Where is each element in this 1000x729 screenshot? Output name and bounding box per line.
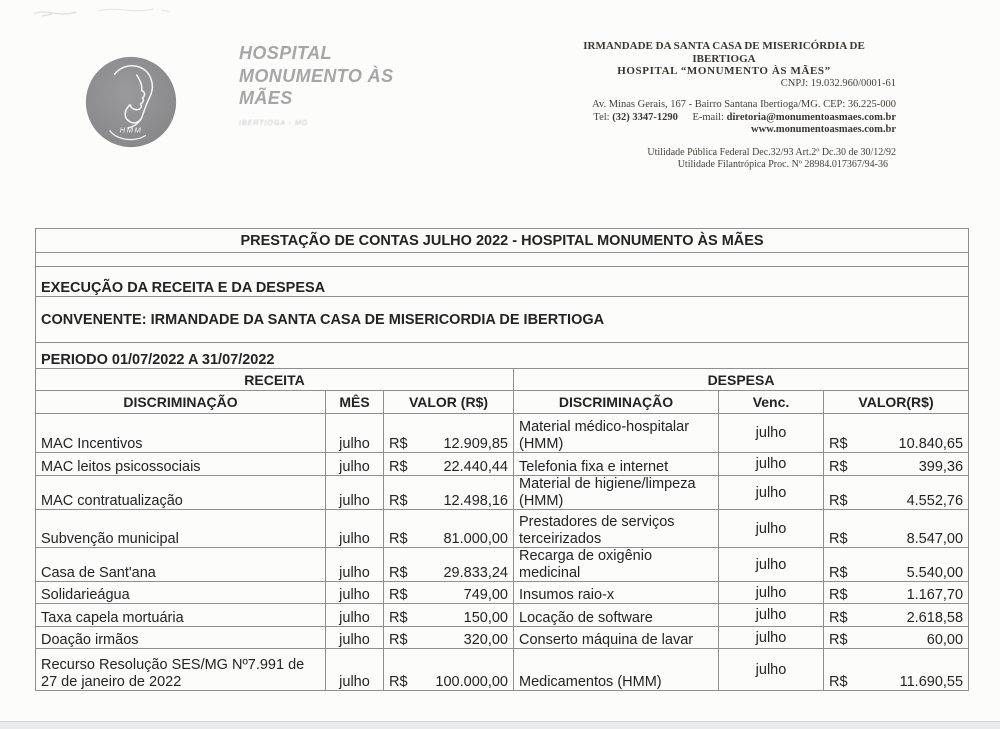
despesa-venc: julho — [719, 604, 824, 627]
brand-subtitle: IBERTIOGA - MG — [239, 119, 309, 127]
receita-mes: julho — [326, 548, 384, 582]
despesa-venc: julho — [719, 548, 824, 582]
letterhead-website: www.monumentoasmaes.com.br — [751, 124, 896, 135]
currency-symbol: R$ — [389, 436, 408, 452]
despesa-discriminacao: Conserto máquina de lavar — [514, 627, 719, 649]
col-header-despesa-venc: Venc. — [719, 391, 824, 414]
despesa-valor — [824, 627, 969, 649]
currency-symbol: R$ — [389, 610, 408, 626]
scan-smudge — [28, 2, 188, 32]
currency-symbol: R$ — [829, 436, 848, 452]
receita-mes: julho — [326, 604, 384, 627]
despesa-valor — [824, 453, 969, 476]
despesa-valor — [824, 604, 969, 627]
amount: 5.540,00 — [906, 565, 964, 581]
amount: 60,00 — [926, 632, 964, 648]
statement-title: PRESTAÇÃO DE CONTAS JULHO 2022 - HOSPITAL MONUMENTO ÀS MÃES — [36, 229, 969, 253]
despesa-venc: julho — [719, 453, 824, 476]
despesa-valor — [824, 414, 969, 453]
amount: 749,00 — [463, 587, 508, 603]
amount: 11.690,55 — [899, 674, 964, 690]
amount: 8.547,00 — [906, 531, 964, 547]
despesa-discriminacao: Material de higiene/limpeza (HMM) — [514, 476, 719, 510]
group-header-row — [36, 369, 969, 391]
despesa-discriminacao: Telefonia fixa e internet — [514, 453, 719, 476]
amount: 320,00 — [463, 632, 508, 648]
currency-symbol: R$ — [829, 610, 848, 626]
letterhead-cnpj: CNPJ: 19.032.960/0001-61 — [780, 77, 896, 89]
table-row — [36, 649, 969, 691]
despesa-venc: julho — [719, 627, 824, 649]
receita-valor — [384, 510, 514, 548]
receita-discriminacao: MAC leitos psicossociais — [36, 453, 326, 476]
letterhead — [552, 40, 896, 172]
table-row — [36, 414, 969, 453]
currency-symbol: R$ — [829, 632, 848, 648]
letterhead-org-name: IRMANDADE DA SANTA CASA DE MISERICÓRDIA DE IBERTIOGA — [583, 40, 865, 65]
receita-valor — [384, 582, 514, 604]
receita-mes: julho — [326, 627, 384, 649]
despesa-venc: julho — [719, 476, 824, 510]
despesa-discriminacao: Material médico-hospitalar (HMM) — [514, 414, 719, 453]
currency-symbol: R$ — [389, 674, 408, 690]
section-convenente: CONVENENTE: IRMANDADE DA SANTA CASA DE MISERICORDIA DE IBERTIOGA — [36, 297, 969, 343]
currency-symbol: R$ — [389, 565, 408, 581]
philanthropic-utility-line: Utilidade Filantrópica Proc. Nº 28984.017367/94-36 — [677, 159, 888, 170]
receita-discriminacao: Doação irmãos — [36, 627, 326, 649]
col-header-receita-discriminacao: DISCRIMINAÇÃO — [36, 391, 326, 414]
currency-symbol: R$ — [829, 587, 848, 603]
table-row — [36, 548, 969, 582]
table-row — [36, 604, 969, 627]
receita-valor — [384, 627, 514, 649]
letterhead-contact — [552, 112, 896, 125]
despesa-venc: julho — [719, 582, 824, 604]
col-header-despesa-valor: VALOR(R$) — [824, 391, 969, 414]
currency-symbol: R$ — [389, 459, 408, 475]
tel-label: Tel: — [593, 111, 610, 123]
amount: 81.000,00 — [443, 531, 508, 547]
section-row — [36, 267, 969, 297]
receita-mes: julho — [326, 414, 384, 453]
table-row — [36, 476, 969, 510]
empty-cell — [36, 253, 969, 267]
brand-line-2: MONUMENTO ÀS — [239, 65, 394, 86]
amount: 4.552,76 — [906, 493, 964, 509]
tel-number: (32) 3347-1290 — [612, 111, 678, 123]
amount: 22.440,44 — [443, 459, 508, 475]
receita-valor — [384, 453, 514, 476]
despesa-discriminacao: Medicamentos (HMM) — [514, 649, 719, 691]
section-periodo: PERIODO 01/07/2022 A 31/07/2022 — [36, 343, 969, 369]
letterhead-hospital-name: HOSPITAL “MONUMENTO ÀS MÃES” — [617, 65, 831, 77]
receita-valor — [384, 649, 514, 691]
receita-mes: julho — [326, 649, 384, 691]
receita-discriminacao: Subvenção municipal — [36, 510, 326, 548]
email-label: E-mail: — [692, 111, 724, 123]
receita-mes: julho — [326, 476, 384, 510]
hospital-logo — [83, 54, 179, 150]
federal-utility-line: Utilidade Pública Federal Dec.32/93 Art.2º Dc.30 de 30/12/92 — [647, 146, 896, 158]
despesa-valor — [824, 476, 969, 510]
receita-valor — [384, 414, 514, 453]
title-row — [36, 229, 969, 253]
letterhead-address: Av. Minas Gerais, 167 - Bairro Santana Ibertioga/MG. CEP: 36.225-000 — [592, 99, 896, 110]
despesa-valor — [824, 548, 969, 582]
receita-discriminacao: Recurso Resolução SES/MG Nº7.991 de 27 de janeiro de 2022 — [36, 649, 326, 691]
receita-valor — [384, 476, 514, 510]
receita-mes: julho — [326, 582, 384, 604]
amount: 29.833,24 — [443, 565, 508, 581]
currency-symbol: R$ — [389, 587, 408, 603]
despesa-group-header: DESPESA — [514, 369, 969, 391]
currency-symbol: R$ — [829, 493, 848, 509]
amount: 1.167,70 — [906, 587, 964, 603]
table-row — [36, 627, 969, 649]
table-row — [36, 510, 969, 548]
despesa-venc: julho — [719, 510, 824, 548]
table-row — [36, 453, 969, 476]
despesa-venc: julho — [719, 649, 824, 691]
logo-hmm-initials: HMM — [119, 125, 143, 135]
currency-symbol: R$ — [829, 674, 848, 690]
despesa-discriminacao: Recarga de oxigênio medicinal — [514, 548, 719, 582]
currency-symbol: R$ — [829, 459, 848, 475]
email-address: diretoria@monumentoasmaes.com.br — [726, 111, 896, 123]
receita-discriminacao: MAC Incentivos — [36, 414, 326, 453]
currency-symbol: R$ — [829, 531, 848, 547]
brand-wordmark — [239, 42, 393, 135]
col-header-despesa-discriminacao: DISCRIMINAÇÃO — [514, 391, 719, 414]
amount: 399,36 — [918, 459, 964, 475]
column-header-row — [36, 391, 969, 414]
despesa-venc: julho — [719, 414, 824, 453]
currency-symbol: R$ — [829, 565, 848, 581]
despesa-valor — [824, 649, 969, 691]
currency-symbol: R$ — [389, 632, 408, 648]
receita-mes: julho — [326, 510, 384, 548]
receita-discriminacao: MAC contratualização — [36, 476, 326, 510]
amount: 12.498,16 — [443, 493, 508, 509]
section-row — [36, 343, 969, 369]
brand-line-1: HOSPITAL — [239, 43, 332, 63]
scanner-edge-band — [0, 721, 1000, 729]
receita-mes: julho — [326, 453, 384, 476]
receita-valor — [384, 604, 514, 627]
currency-symbol: R$ — [389, 493, 408, 509]
receita-valor — [384, 548, 514, 582]
receita-discriminacao: Solidarieágua — [36, 582, 326, 604]
currency-symbol: R$ — [389, 531, 408, 547]
section-execucao: EXECUÇÃO DA RECEITA E DA DESPESA — [36, 267, 969, 297]
brand-line-3: MÃES — [239, 88, 293, 108]
receita-discriminacao: Casa de Sant'ana — [36, 548, 326, 582]
col-header-receita-mes: MÊS — [326, 391, 384, 414]
amount: 100.000,00 — [435, 674, 508, 690]
section-row — [36, 297, 969, 343]
receita-discriminacao: Taxa capela mortuária — [36, 604, 326, 627]
amount: 2.618,58 — [906, 610, 964, 626]
statement-table — [35, 228, 969, 691]
amount: 10.840,65 — [898, 436, 964, 452]
despesa-discriminacao: Prestadores de serviços terceirizados — [514, 510, 719, 548]
despesa-valor — [824, 510, 969, 548]
despesa-valor — [824, 582, 969, 604]
empty-row — [36, 253, 969, 267]
despesa-discriminacao: Locação de software — [514, 604, 719, 627]
despesa-discriminacao: Insumos raio-x — [514, 582, 719, 604]
table-row — [36, 582, 969, 604]
amount: 150,00 — [463, 610, 508, 626]
receita-group-header: RECEITA — [36, 369, 514, 391]
col-header-receita-valor: VALOR (R$) — [384, 391, 514, 414]
amount: 12.909,85 — [443, 436, 508, 452]
